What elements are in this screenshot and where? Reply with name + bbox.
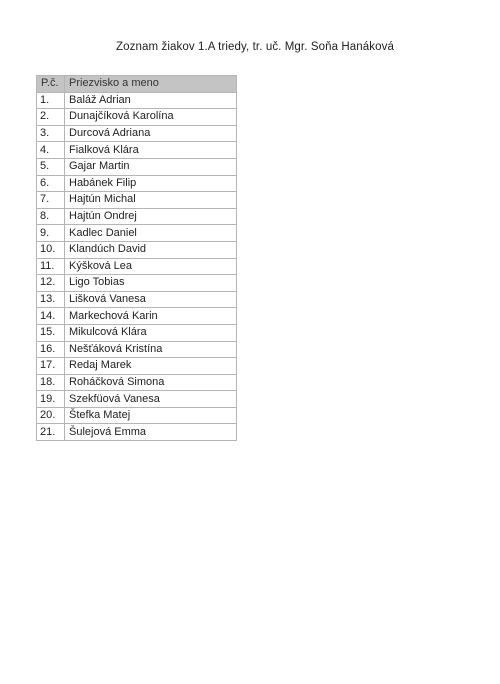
student-list-table bbox=[36, 75, 237, 441]
table-row bbox=[37, 92, 237, 109]
table-row bbox=[37, 308, 237, 325]
student-name: Ligo Tobias bbox=[65, 275, 237, 292]
student-name: Fialková Klára bbox=[65, 142, 237, 159]
row-number: 5. bbox=[37, 158, 65, 175]
table-row bbox=[37, 391, 237, 408]
student-name: Baláž Adrian bbox=[65, 92, 237, 109]
row-number: 4. bbox=[37, 142, 65, 159]
student-name: Hajtún Michal bbox=[65, 192, 237, 209]
row-number: 10. bbox=[37, 241, 65, 258]
table-row bbox=[37, 424, 237, 441]
student-name: Kýšková Lea bbox=[65, 258, 237, 275]
row-number: 17. bbox=[37, 358, 65, 375]
column-header-number: P.č. bbox=[37, 76, 65, 93]
student-name: Lišková Vanesa bbox=[65, 291, 237, 308]
student-name: Durcová Adriana bbox=[65, 125, 237, 142]
student-name: Gajar Martin bbox=[65, 158, 237, 175]
student-name: Nešťáková Kristína bbox=[65, 341, 237, 358]
table-row bbox=[37, 125, 237, 142]
table-row bbox=[37, 142, 237, 159]
table-row bbox=[37, 175, 237, 192]
row-number: 11. bbox=[37, 258, 65, 275]
table-row bbox=[37, 358, 237, 375]
student-name: Dunajčíková Karolína bbox=[65, 109, 237, 126]
row-number: 8. bbox=[37, 208, 65, 225]
table-row bbox=[37, 258, 237, 275]
student-name: Roháčková Simona bbox=[65, 374, 237, 391]
student-name: Markechová Karin bbox=[65, 308, 237, 325]
student-name: Štefka Matej bbox=[65, 407, 237, 424]
student-name: Redaj Marek bbox=[65, 358, 237, 375]
table-row bbox=[37, 241, 237, 258]
table-row bbox=[37, 158, 237, 175]
table-row bbox=[37, 291, 237, 308]
table-row bbox=[37, 374, 237, 391]
table-row bbox=[37, 407, 237, 424]
row-number: 7. bbox=[37, 192, 65, 209]
student-name: Kadlec Daniel bbox=[65, 225, 237, 242]
row-number: 15. bbox=[37, 324, 65, 341]
table-row bbox=[37, 208, 237, 225]
column-header-name: Priezvisko a meno bbox=[65, 76, 237, 93]
row-number: 9. bbox=[37, 225, 65, 242]
row-number: 18. bbox=[37, 374, 65, 391]
table-row bbox=[37, 192, 237, 209]
table-body bbox=[37, 92, 237, 440]
row-number: 14. bbox=[37, 308, 65, 325]
table-row bbox=[37, 109, 237, 126]
table-row bbox=[37, 275, 237, 292]
row-number: 12. bbox=[37, 275, 65, 292]
student-name: Mikulcová Klára bbox=[65, 324, 237, 341]
table-row bbox=[37, 225, 237, 242]
student-name: Šulejová Emma bbox=[65, 424, 237, 441]
table-row bbox=[37, 341, 237, 358]
student-name: Hajtún Ondrej bbox=[65, 208, 237, 225]
row-number: 20. bbox=[37, 407, 65, 424]
row-number: 19. bbox=[37, 391, 65, 408]
row-number: 13. bbox=[37, 291, 65, 308]
table-row bbox=[37, 324, 237, 341]
row-number: 3. bbox=[37, 125, 65, 142]
page-title: Zoznam žiakov 1.A triedy, tr. uč. Mgr. Soňa Hanáková bbox=[116, 41, 394, 53]
student-name: Klandúch David bbox=[65, 241, 237, 258]
row-number: 1. bbox=[37, 92, 65, 109]
row-number: 21. bbox=[37, 424, 65, 441]
row-number: 2. bbox=[37, 109, 65, 126]
student-name: Szekfüová Vanesa bbox=[65, 391, 237, 408]
row-number: 16. bbox=[37, 341, 65, 358]
row-number: 6. bbox=[37, 175, 65, 192]
table-header-row bbox=[37, 76, 237, 93]
student-name: Habánek Filip bbox=[65, 175, 237, 192]
